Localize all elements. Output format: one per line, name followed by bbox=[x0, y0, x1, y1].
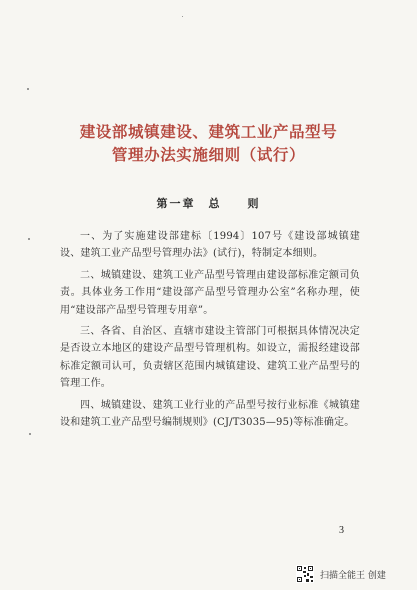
scan-speck bbox=[27, 88, 29, 90]
scan-speck bbox=[182, 16, 183, 17]
paragraph-3: 三、各省、自治区、直辖市建设主管部门可根据具体情况决定是否设立本地区的建设产品型号管理机构。如设立，需报经建设部标准定额司认可，负责辖区范围内城镇建设、建筑工业产品型号的管理工作。 bbox=[60, 326, 360, 390]
page-number: 3 bbox=[339, 525, 344, 536]
paragraph-1: 一、为了实施建设部建标〔1994〕107号《建设部城镇建设、建筑工业产品型号管理办法》(试行)，特制定本细则。 bbox=[60, 231, 360, 260]
qr-code-icon bbox=[296, 565, 314, 583]
title-line-2: 管理办法实施细则（试行） bbox=[111, 145, 306, 164]
scanner-watermark bbox=[296, 564, 411, 584]
scanner-text: 扫描全能王 创建 bbox=[320, 570, 386, 581]
chapter-heading: 第一章 总 则 bbox=[156, 197, 261, 210]
scan-speck bbox=[29, 433, 31, 435]
body-text bbox=[60, 228, 360, 431]
paragraph-4: 四、城镇建设、建筑工业行业的产品型号按行业标准《城镇建设和建筑工业产品型号编制规则》(CJ/T3035—95)等标准确定。 bbox=[60, 399, 360, 429]
document-title bbox=[0, 120, 417, 166]
title-line-1: 建设部城镇建设、建筑工业产品型号 bbox=[79, 122, 338, 141]
paragraph-2: 二、城镇建设、建筑工业产品型号管理由建设部标准定额司负责。具体业务工作用“建设部产品型号管理办公室”名称办理，使用“建设部产品型号管理专用章”。 bbox=[60, 269, 360, 316]
scan-speck bbox=[28, 238, 30, 240]
